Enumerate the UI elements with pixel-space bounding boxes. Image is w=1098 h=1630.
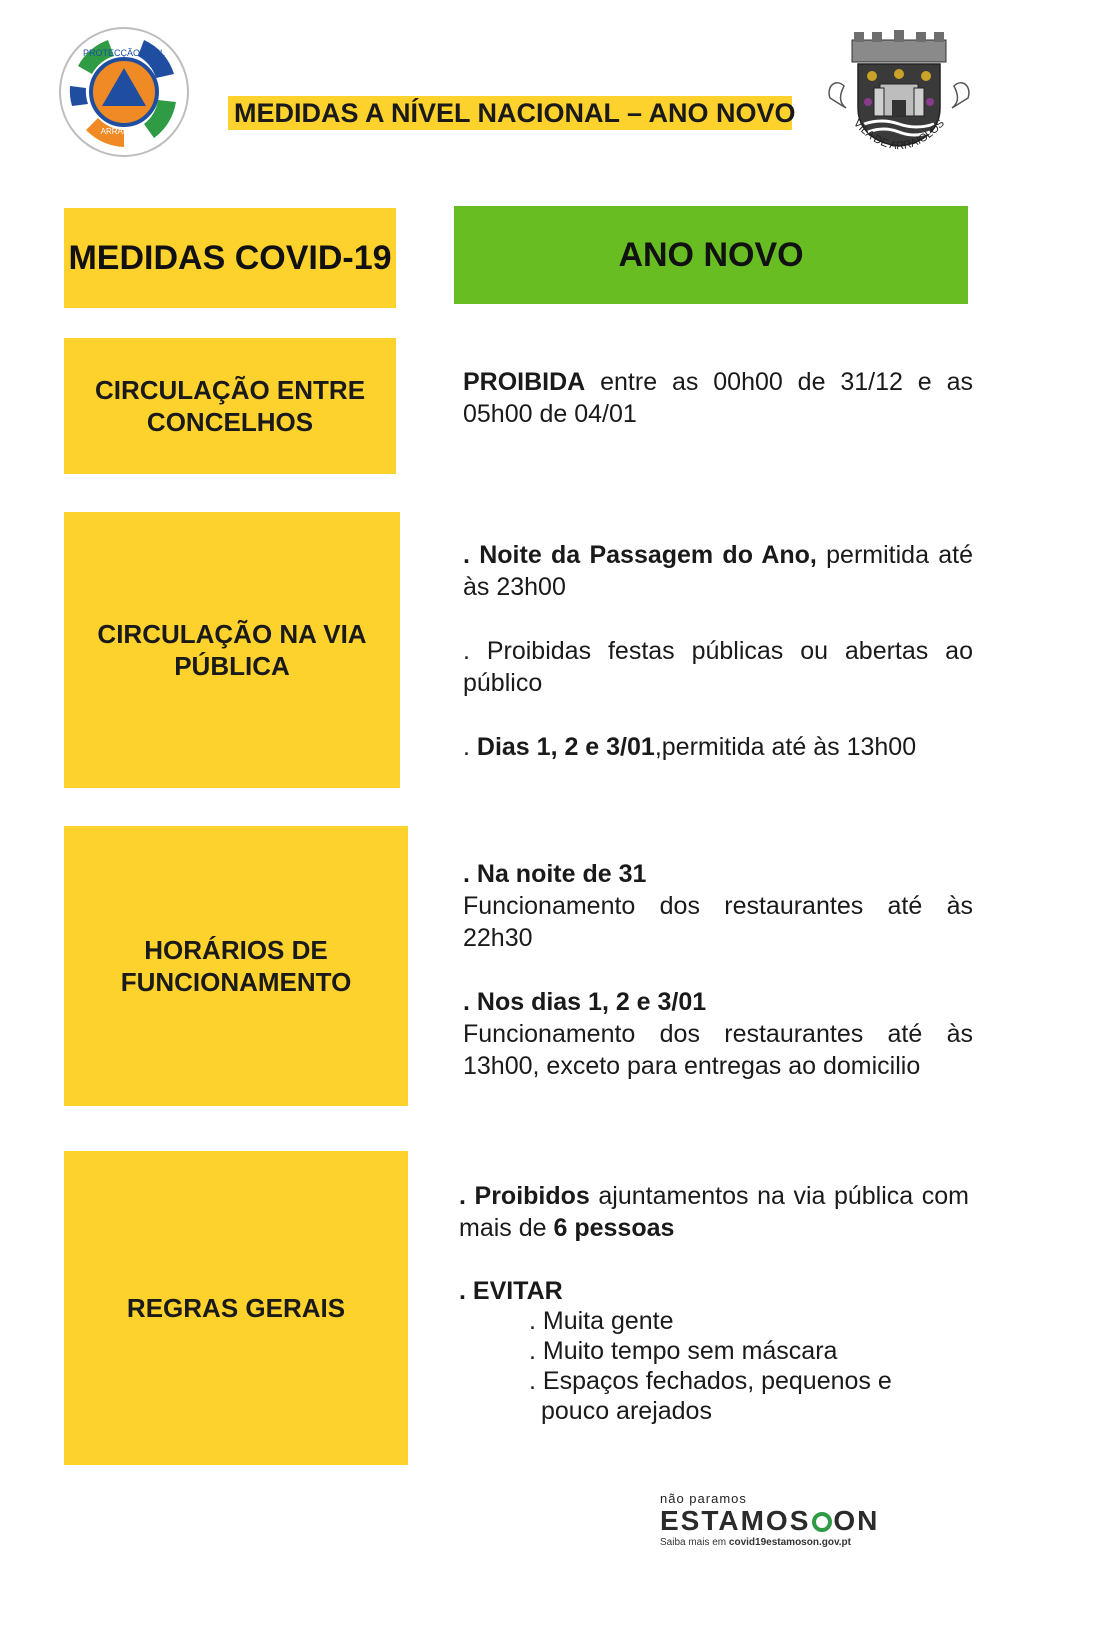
content-heading (463, 986, 973, 1018)
row-label-line: CIRCULAÇÃO NA VIA (97, 619, 367, 649)
footer-brand-part1: ESTAMOS (660, 1505, 811, 1536)
content-heading (459, 1276, 969, 1306)
content-text: ajuntamentos na via pública com mais de (459, 1182, 969, 1242)
proteccao-civil-logo (58, 26, 190, 158)
content-bold: . (463, 541, 480, 569)
content-bold: . (459, 1182, 475, 1210)
arraiolos-coat-of-arms (824, 28, 974, 162)
column-header-right-label: ANO NOVO (618, 235, 804, 274)
content-bold: . Nos dias 1, 2 e 3/01 (463, 988, 707, 1016)
row-label-line: REGRAS GERAIS (126, 1293, 346, 1323)
row-label-horarios (64, 826, 408, 1106)
row-label-line: CONCELHOS (146, 407, 314, 437)
row-content-circulacao-via (463, 539, 973, 763)
footer-note-prefix: Saiba mais em (660, 1537, 729, 1548)
row-label-circulacao-via (64, 512, 400, 788)
power-icon (812, 1512, 832, 1532)
content-text: entre as 00h00 de 31/12 e as 05h00 de 04/01 (463, 368, 973, 428)
content-heading (463, 858, 973, 890)
column-header-left-label: MEDIDAS COVID-19 (68, 238, 392, 277)
footer-note (660, 1536, 920, 1550)
row-label-circulacao-concelhos (64, 338, 396, 474)
content-bold: Proibidos (474, 1182, 590, 1210)
estamos-on-logo (660, 1492, 920, 1562)
logo-text-top: PROTECÇÃO CIVIL (82, 48, 166, 58)
row-content-circulacao-concelhos (463, 366, 973, 430)
evitar-item: . Muita gente (529, 1307, 674, 1335)
evitar-item-continuation: pouco arejados (541, 1397, 712, 1425)
content-paragraph (463, 731, 973, 763)
content-bold: . EVITAR (459, 1277, 563, 1305)
content-bold: Dias 1, 2 e 3/01 (476, 733, 655, 761)
row-content-regras (459, 1180, 969, 1426)
content-bold: PROIBIDA (463, 368, 586, 396)
content-bold: 6 pessoas (553, 1214, 675, 1242)
footer-brand-part2: ON (833, 1505, 880, 1536)
content-paragraph (463, 539, 973, 603)
proteccao-civil-logo-icon (58, 26, 190, 158)
evitar-item: . Espaços fechados, pequenos e (529, 1367, 892, 1395)
content-bold: . Na noite de 31 (463, 860, 647, 888)
column-header-right (454, 206, 968, 304)
row-label-line: FUNCIONAMENTO (120, 967, 352, 997)
row-label-regras (64, 1151, 408, 1465)
content-text: ,permitida até às 13h00 (654, 733, 917, 761)
row-content-horarios (463, 858, 973, 1082)
logo-text-bottom: ARRAIOLOS (100, 127, 148, 136)
content-paragraph: . Proibidas festas públicas ou abertas ao público (463, 637, 973, 697)
footer-brand (660, 1506, 920, 1536)
content-paragraph (463, 366, 973, 430)
content-paragraph: Funcionamento dos restaurantes até às 13h00, exceto para entregas ao domicilio (463, 1020, 973, 1080)
evitar-item: . Muito tempo sem máscara (529, 1337, 838, 1365)
footer-small-text: não paramos (660, 1491, 747, 1506)
content-paragraph (459, 1180, 969, 1244)
content-bold: Noite da Passagem do Ano, (479, 541, 817, 569)
row-label-line: HORÁRIOS DE (144, 935, 328, 965)
content-text: . (463, 733, 477, 761)
coat-of-arms-icon (824, 28, 974, 162)
content-paragraph: Funcionamento dos restaurantes até às 22h30 (463, 892, 973, 952)
footer-note-link[interactable]: covid19estamoson.gov.pt (728, 1537, 851, 1548)
page-title: MEDIDAS A NÍVEL NACIONAL – ANO NOVO (234, 98, 796, 128)
column-header-left (64, 208, 396, 308)
content-text: permitida até às 23h00 (463, 541, 974, 601)
row-label-line: CIRCULAÇÃO ENTRE (94, 375, 366, 405)
row-label-line: PÚBLICA (174, 651, 290, 681)
coat-of-arms-text: VILA DE ARRAIOLOS (850, 117, 948, 153)
